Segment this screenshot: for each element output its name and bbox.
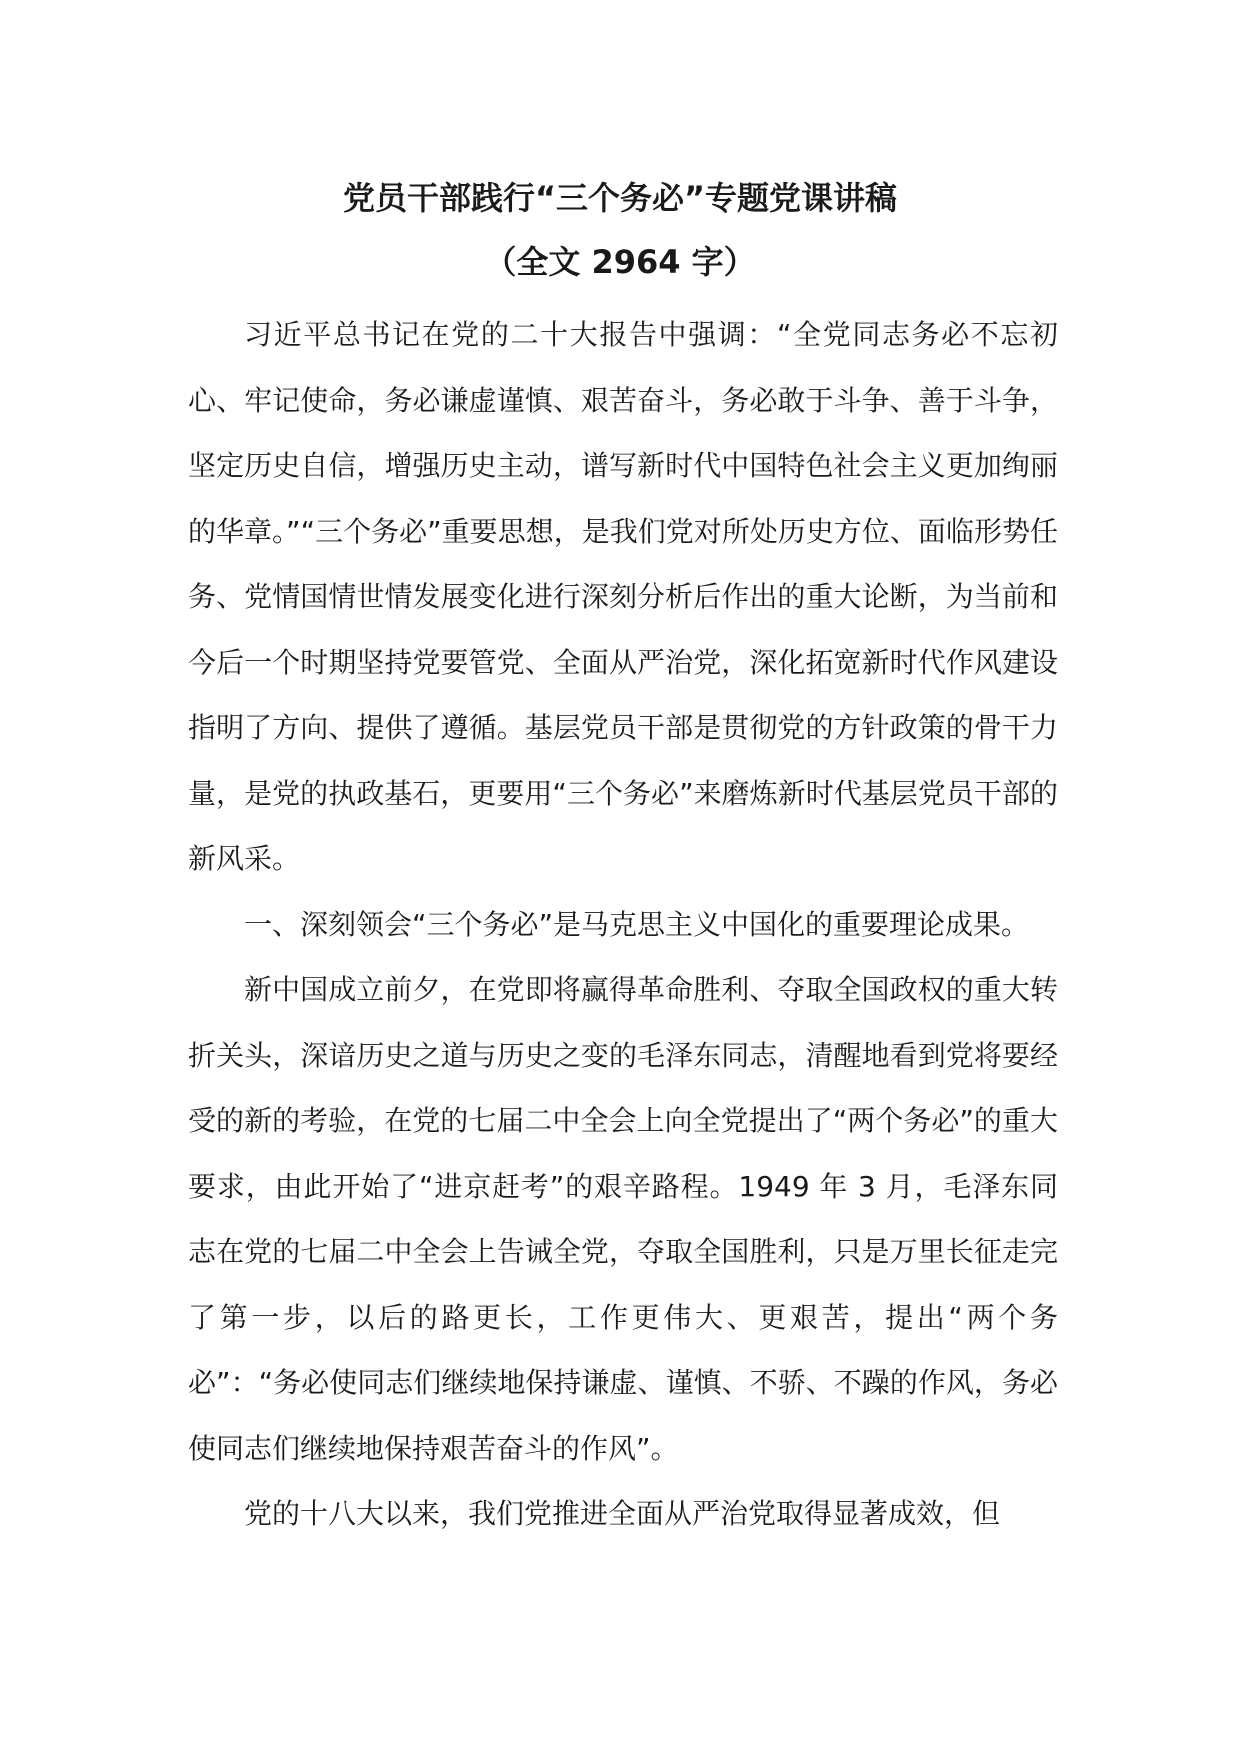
document-body (188, 302, 1058, 1547)
paragraph-history: 新中国成立前夕，在党即将赢得革命胜利、夺取全国政权的重大转折关头，深谙历史之道与历史之变的毛泽东同志，清醒地看到党将要经受的新的考验，在党的七届二中全会上向全党提出了“两个务必”的重大要求，由此开始了“进京赶考”的艰辛路程。1949 年 3 月，毛泽东同志在党的七届二中全会上告诫全党，夺取全国胜利，只是万里长征走完了第一步，以后的路更长，工作更伟大、更艰苦，提出“两个务必”：“务必使同志们继续地保持谦虚、谨慎、不骄、不躁的作风，务必使同志们继续地保持艰苦奋斗的作风”。 (188, 973, 1058, 1465)
document-subtitle: （全文 2964 字） (484, 243, 756, 281)
document-title: 党员干部践行“三个务必”专题党课讲稿 (342, 179, 898, 217)
section-heading-1: 一、深刻领会“三个务必”是马克思主义中国化的重要理论成果。 (244, 907, 1030, 941)
paragraph-intro: 习近平总书记在党的二十大报告中强调：“全党同志务必不忘初心、牢记使命，务必谦虚谨慎、艰苦奋斗，务必敢于斗争、善于斗争，坚定历史自信，增强历史主动，谱写新时代中国特色社会主义更加绚丽的华章。”“三个务必”重要思想，是我们党对所处历史方位、面临形势任务、党情国情世情发展变化进行深刻分析后作出的重大论断，为当前和今后一个时期坚持党要管党、全面从严治党，深化拓宽新时代作风建设指明了方向、提供了遵循。基层党员干部是贯彻党的方针政策的骨干力量，是党的执政基石，更要用“三个务必”来磨炼新时代基层党员干部的新风采。 (188, 318, 1058, 875)
paragraph-continued: 党的十八大以来，我们党推进全面从严治党取得显著成效，但 (244, 1497, 1001, 1530)
